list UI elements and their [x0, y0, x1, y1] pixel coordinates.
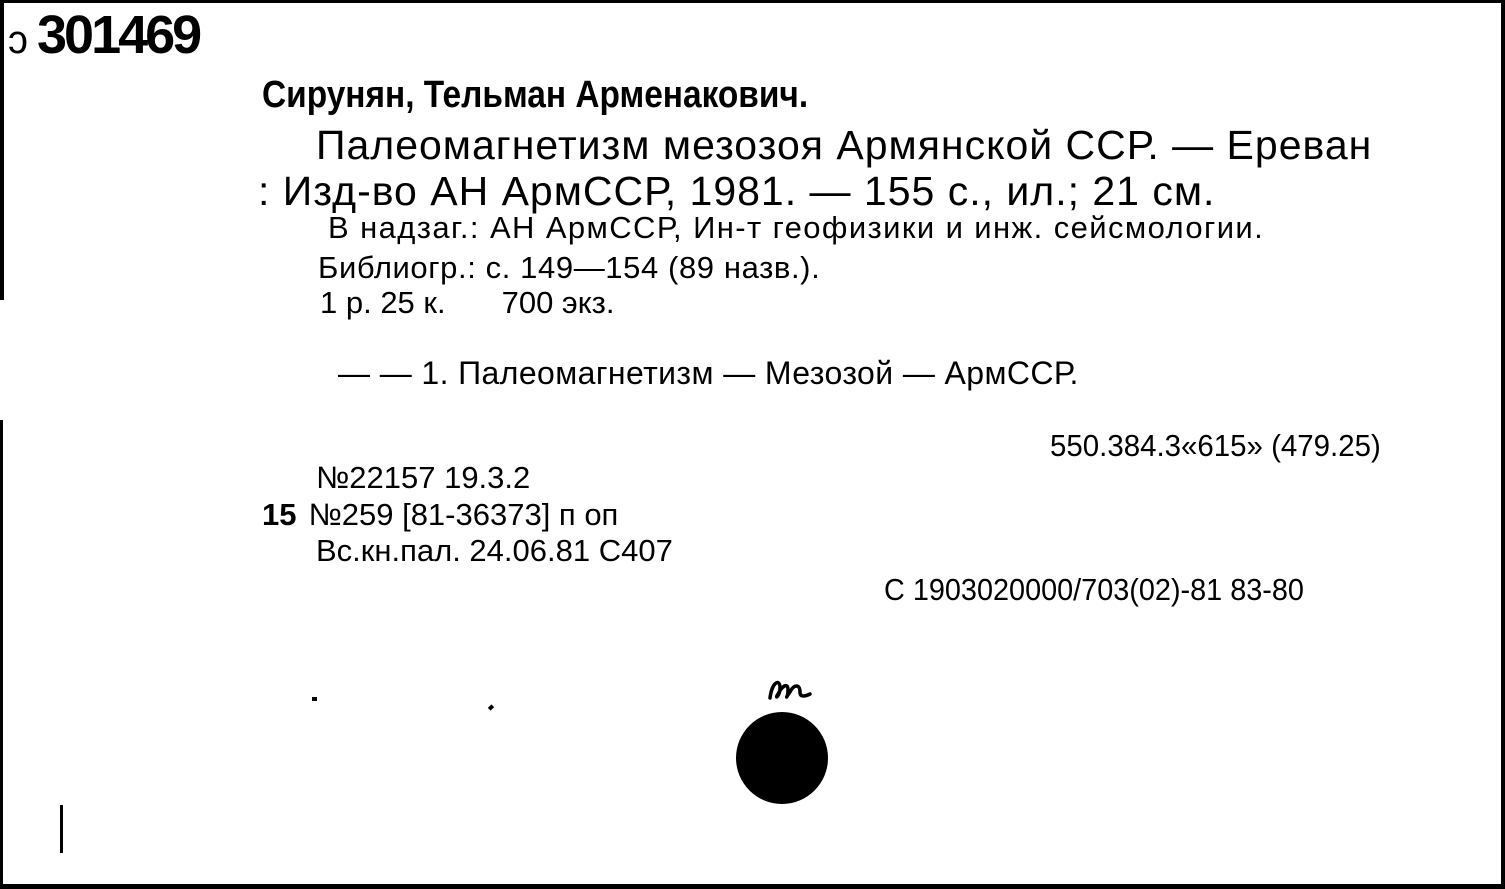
registration-prefix: 15 — [262, 497, 297, 532]
registration-line-2 — [262, 497, 618, 533]
card-border-bottom — [0, 884, 1505, 889]
note-line-1: В надзаг.: АН АрмССР, Ин-т геофизики и инж. сейсмологии. — [328, 210, 1265, 245]
copies-value: 700 экз. — [501, 285, 615, 320]
registration-line-2-text: №259 [81-36373] п оп — [308, 497, 619, 532]
catalog-number — [8, 4, 199, 66]
card-border-top — [0, 0, 1505, 3]
speck — [312, 697, 317, 701]
author-heading: Сирунян, Тельман Арменакович. — [262, 74, 809, 116]
title-line-1: Палеомагнетизм мезозоя Армянской ССР. — Ереван — [316, 122, 1373, 168]
price-value: 1 р. 25 к. — [320, 285, 446, 320]
registration-line-1: №22157 19.3.2 — [316, 460, 531, 495]
card-border-right — [1501, 0, 1505, 889]
note-line-2: Библиогр.: с. 149—154 (89 назв.). — [318, 250, 821, 285]
registration-line-3: Вс.кн.пал. 24.06.81 С407 — [316, 533, 673, 568]
catalog-number-value: 301469 — [37, 5, 200, 65]
classification-code: С 1903020000/703(02)-81 83-80 — [884, 572, 1304, 607]
subject-heading: — — 1. Палеомагнетизм — Мезозой — АрмССР. — [338, 355, 1079, 391]
filled-circle-mark — [736, 712, 828, 804]
handwritten-mark-icon — [766, 672, 814, 706]
catalog-mark-icon: ↄ — [8, 18, 25, 62]
price-line — [320, 285, 614, 321]
margin-tick-mark — [60, 805, 63, 853]
card-border-left — [0, 0, 4, 300]
title-line-2: : Изд-во АН АрмССР, 1981. — 155 с., ил.; 21 см. — [258, 168, 1216, 214]
speck — [488, 704, 494, 710]
card-border-left-lower — [0, 420, 3, 889]
udc-index: 550.384.3«615» (479.25) — [1050, 428, 1381, 463]
